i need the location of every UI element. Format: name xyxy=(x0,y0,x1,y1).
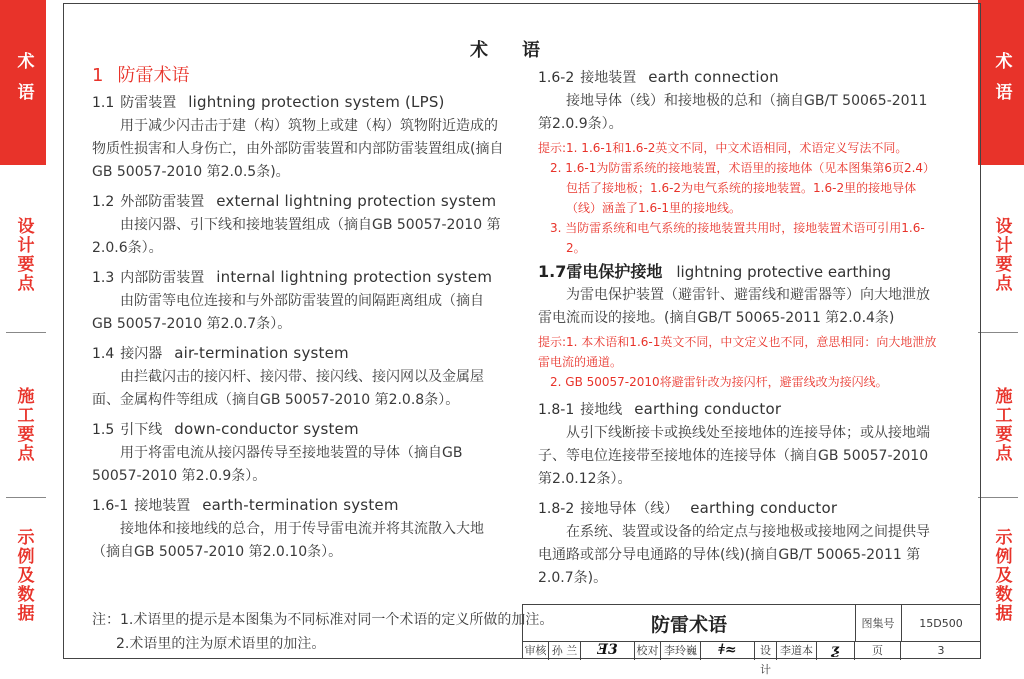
term-definition: 用于将雷电流从接闪器传导至接地装置的导体（摘自GB 50057-2010 第2.0.9条）。 xyxy=(92,445,463,484)
footnote-label: 注： xyxy=(92,612,120,628)
tab-terms[interactable]: 术语 xyxy=(978,0,1024,165)
reviewer-signature: Ǝ3 xyxy=(581,641,635,660)
tab-construction-points[interactable]: 施工要点 xyxy=(991,387,1012,463)
term-definition: 由防雷等电位连接和与外部防雷装置的间隔距离组成（摘自GB 50057-2010 第2.0.7条）。 xyxy=(92,293,484,332)
tab-divider xyxy=(978,497,1018,498)
term-heading: 1.5 引下线 down-conductor system xyxy=(92,420,359,438)
footnote-line: 1.术语里的提示是本图集为不同标准对同一个术语的定义所做的加注。 xyxy=(120,612,554,628)
hint-item: 1. 1.6-1和1.6-2英文不同，中文术语相同，术语定义写法不同。 xyxy=(566,141,908,155)
tab-design-points[interactable]: 设计要点 xyxy=(991,217,1012,293)
hint-item: 2. GB 50057-2010将避雷针改为接闪杆，避雷线改为接闪线。 xyxy=(550,375,888,389)
checker-name: 李玲巍 xyxy=(661,641,701,660)
term-heading: 1.6-1 接地装置 earth-termination system xyxy=(92,496,399,514)
tab-examples-data[interactable]: 示例及数据 xyxy=(13,527,34,623)
title-block xyxy=(522,604,981,676)
right-tab-bar xyxy=(978,0,1024,667)
atlas-number: 15D500 xyxy=(919,616,963,630)
term-definition: 在系统、装置或设备的给定点与接地极或接地网之间提供导电通路或部分导电通路的导体(线)(摘自GB/T 50065-2011 第2.0.7条)。 xyxy=(538,524,930,586)
section-heading: 1.7雷电保护接地 lightning protective earthing xyxy=(538,262,892,281)
tab-divider xyxy=(6,332,46,333)
review-label: 审核 xyxy=(523,641,549,660)
term-definition: 由接闪器、引下线和接地装置组成（摘自GB 50057-2010 第2.0.6条）。 xyxy=(92,217,501,256)
right-column xyxy=(538,66,943,590)
title-block-row xyxy=(523,605,981,642)
design-label: 设计 xyxy=(755,641,777,660)
hint-label: 提示: xyxy=(538,335,567,349)
hint-block xyxy=(538,138,943,258)
left-tab-bar xyxy=(0,0,46,667)
term-definition: 用于减少闪击击于建（构）筑物上或建（构）筑物附近造成的物质性损害和人身伤亡，由外部防雷装置和内部防雷装置组成(摘自GB 50057-2010 第2.0.5条)。 xyxy=(92,118,504,180)
term-heading: 1.8-2 接地导体（线） earthing conductor xyxy=(538,499,838,517)
tab-examples-data[interactable]: 示例及数据 xyxy=(991,527,1012,623)
tab-divider xyxy=(6,497,46,498)
check-label: 校对 xyxy=(635,641,661,660)
term-heading: 1.8-1 接地线 earthing conductor xyxy=(538,400,782,418)
drawing-title: 防雷术语 xyxy=(523,605,856,641)
designer-name: 李道本 xyxy=(777,641,817,660)
left-column xyxy=(92,64,504,564)
designer-signature: ƺ xyxy=(817,641,855,660)
hint-item: 3. 当防雷系统和电气系统的接地装置共用时，接地装置术语可引用1.6-2。 xyxy=(550,221,925,255)
page-title: 术语 xyxy=(470,40,574,61)
hint-label: 提示: xyxy=(538,141,567,155)
footnote-line: 2.术语里的注为原术语里的加注。 xyxy=(116,636,326,652)
term-heading: 1.3 内部防雷装置 internal lightning protection system xyxy=(92,268,493,286)
term-heading: 1.4 接闪器 air-termination system xyxy=(92,344,349,362)
term-definition: 为雷电保护装置（避雷针、避雷线和避雷器等）向大地泄放雷电流而设的接地。(摘自GB/T 50065-2011 第2.0.4条) xyxy=(538,287,930,326)
hint-item: 1. 本术语和1.6-1英文不同，中文定义也不同，意思相同：向大地泄放雷电流的通道。 xyxy=(538,335,937,369)
term-definition: 由拦截闪击的接闪杆、接闪带、接闪线、接闪网以及金属屋面、金属构件等组成（摘自GB 50057-2010 第2.0.8条）。 xyxy=(92,369,484,408)
tab-divider xyxy=(978,332,1018,333)
term-definition: 接地体和接地线的总合，用于传导雷电流并将其流散入大地（摘自GB 50057-2010 第2.0.10条）。 xyxy=(92,521,484,560)
term-heading: 1.6-2 接地装置 earth connection xyxy=(538,68,779,86)
footnote xyxy=(92,608,553,656)
term-heading: 1.1 防雷装置 lightning protection system (LPS) xyxy=(92,93,445,111)
term-heading: 1.2 外部防雷装置 external lightning protection system xyxy=(92,192,497,210)
tab-design-points[interactable]: 设计要点 xyxy=(13,217,34,293)
page-label: 页 xyxy=(855,641,901,660)
reviewer-name: 孙 兰 xyxy=(549,641,581,660)
title-block-row xyxy=(523,641,981,676)
tab-construction-points[interactable]: 施工要点 xyxy=(13,387,34,463)
term-definition: 从引下线断接卡或换线处至接地体的连接导体；或从接地端子、等电位连接带至接地体的连接导体（摘自GB 50057-2010 第2.0.12条）。 xyxy=(538,425,930,487)
tab-terms[interactable]: 术语 xyxy=(0,0,46,165)
section-heading: 1 防雷术语 xyxy=(92,65,190,86)
hint-item: 2. 1.6-1为防雷系统的接地装置，术语里的接地体（见本图集第6页2.4）包括了接地板；1.6-2为电气系统的接地装置。1.6-2里的接地导体（线）涵盖了1.6-1里的接地线。 xyxy=(550,161,936,215)
atlas-number-label: 图集号 xyxy=(855,605,902,641)
term-definition: 接地导体（线）和接地极的总和（摘自GB/T 50065-2011 第2.0.9条）。 xyxy=(538,93,928,132)
hint-block xyxy=(538,332,943,392)
checker-signature: ǂ≈ xyxy=(701,641,755,660)
page-number: 3 xyxy=(937,644,945,657)
